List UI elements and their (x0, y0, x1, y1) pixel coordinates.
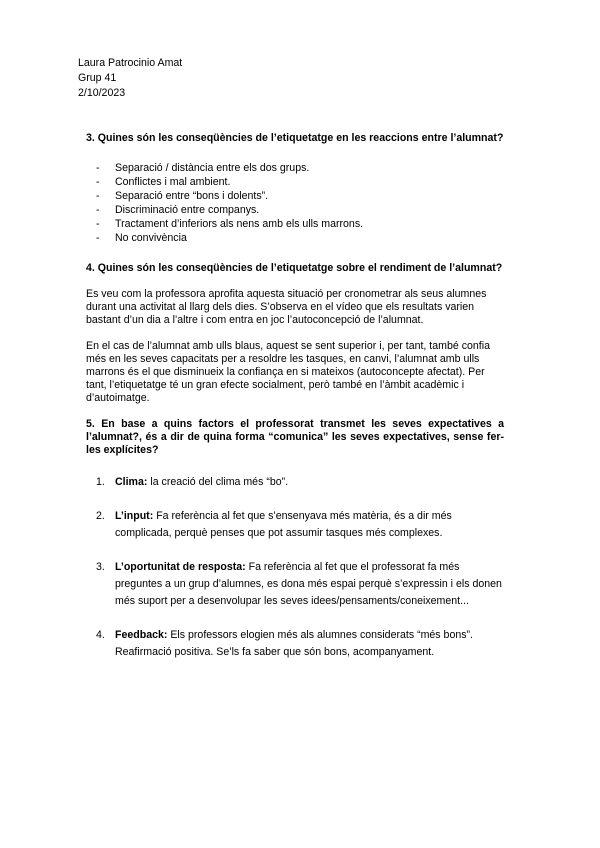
list-item: - Conflictes i mal ambient. (86, 176, 504, 190)
question-4-paragraph-2: En el cas de l’alumnat amb ulls blaus, aquest se sent superior i, per tant, també confia més en les seves capacitats per a resoldre les tasques, en canvi, l’alumnat amb ulls marrons és el que disminueix la confiança en si mateixos (autoconcepte afectat). Per tant, l’etiquetatge té un gran efecte socialment, però també en l’àmbit acadèmic i d’autoimatge. (86, 340, 490, 404)
question-5-title: 5. En base a quins factors el professorat transmet les seves expectatives a l’alumnat?, és a dir de quina forma “comunica” les seves expectatives, sense fer-les explícites? (86, 418, 504, 456)
factor-text: la creació del clima més “bo”. (147, 476, 289, 488)
list-item (86, 627, 504, 661)
question-3-title: 3. Quines són les conseqüències de l’etiquetatge en les reaccions entre l’alumnat? (86, 132, 504, 144)
question-5-list (86, 474, 504, 661)
list-item: - Tractament d’inferiors als nens amb els ulls marrons. (86, 218, 504, 232)
list-number: 1. (96, 476, 105, 488)
list-number: 2. (96, 510, 105, 522)
question-4-paragraph-1: Es veu com la professora aprofita aquesta situació per cronometrar als seus alumnes durant una activitat al llarg dels dies. S’observa en el vídeo que els resultats varien bastant d’un dia a l’altre i com entra en joc l’autoconcepció de l’alumnat. (86, 288, 487, 326)
question-3-list (86, 162, 504, 246)
list-item (86, 508, 504, 542)
document-date: 2/10/2023 (78, 87, 126, 99)
factor-label: Feedback: (115, 629, 168, 641)
document-body (86, 132, 504, 678)
factor-label: L’input: (115, 510, 154, 522)
question-4-title: 4. Quines són les conseqüències de l’etiquetatge sobre el rendiment de l’alumnat? (86, 262, 503, 274)
list-number: 4. (96, 629, 105, 641)
factor-text: Els professors elogien més als alumnes considerats “més bons”. Reafirmació positiva. Se’ls fa saber que són bons, acompanyament. (115, 629, 473, 658)
factor-text: Fa referència al fet que el professorat fa més preguntes a un grup d’alumnes, es dona més espai perquè s’expressin i els donen més suport per a desenvolupar les seves idees/pensaments/coneixement... (115, 561, 502, 607)
factor-label: Clima: (115, 476, 148, 488)
list-item: - Separació entre “bons i dolents”. (86, 190, 504, 204)
list-item: - Discriminació entre companys. (86, 204, 504, 218)
list-item (86, 474, 504, 491)
list-number: 3. (96, 561, 105, 573)
list-item (86, 559, 504, 610)
student-group: Grup 41 (78, 72, 117, 84)
list-item: - Separació / distància entre els dos grups. (86, 162, 504, 176)
list-item: - No convivència (86, 232, 504, 246)
factor-text: Fa referència al fet que s’ensenyava més matèria, és a dir més complicada, perquè penses que pot assumir tasques més complexes. (115, 510, 452, 539)
factor-label: L’oportunitat de resposta: (115, 561, 246, 573)
student-name: Laura Patrocinio Amat (78, 57, 183, 69)
student-header (78, 57, 182, 102)
